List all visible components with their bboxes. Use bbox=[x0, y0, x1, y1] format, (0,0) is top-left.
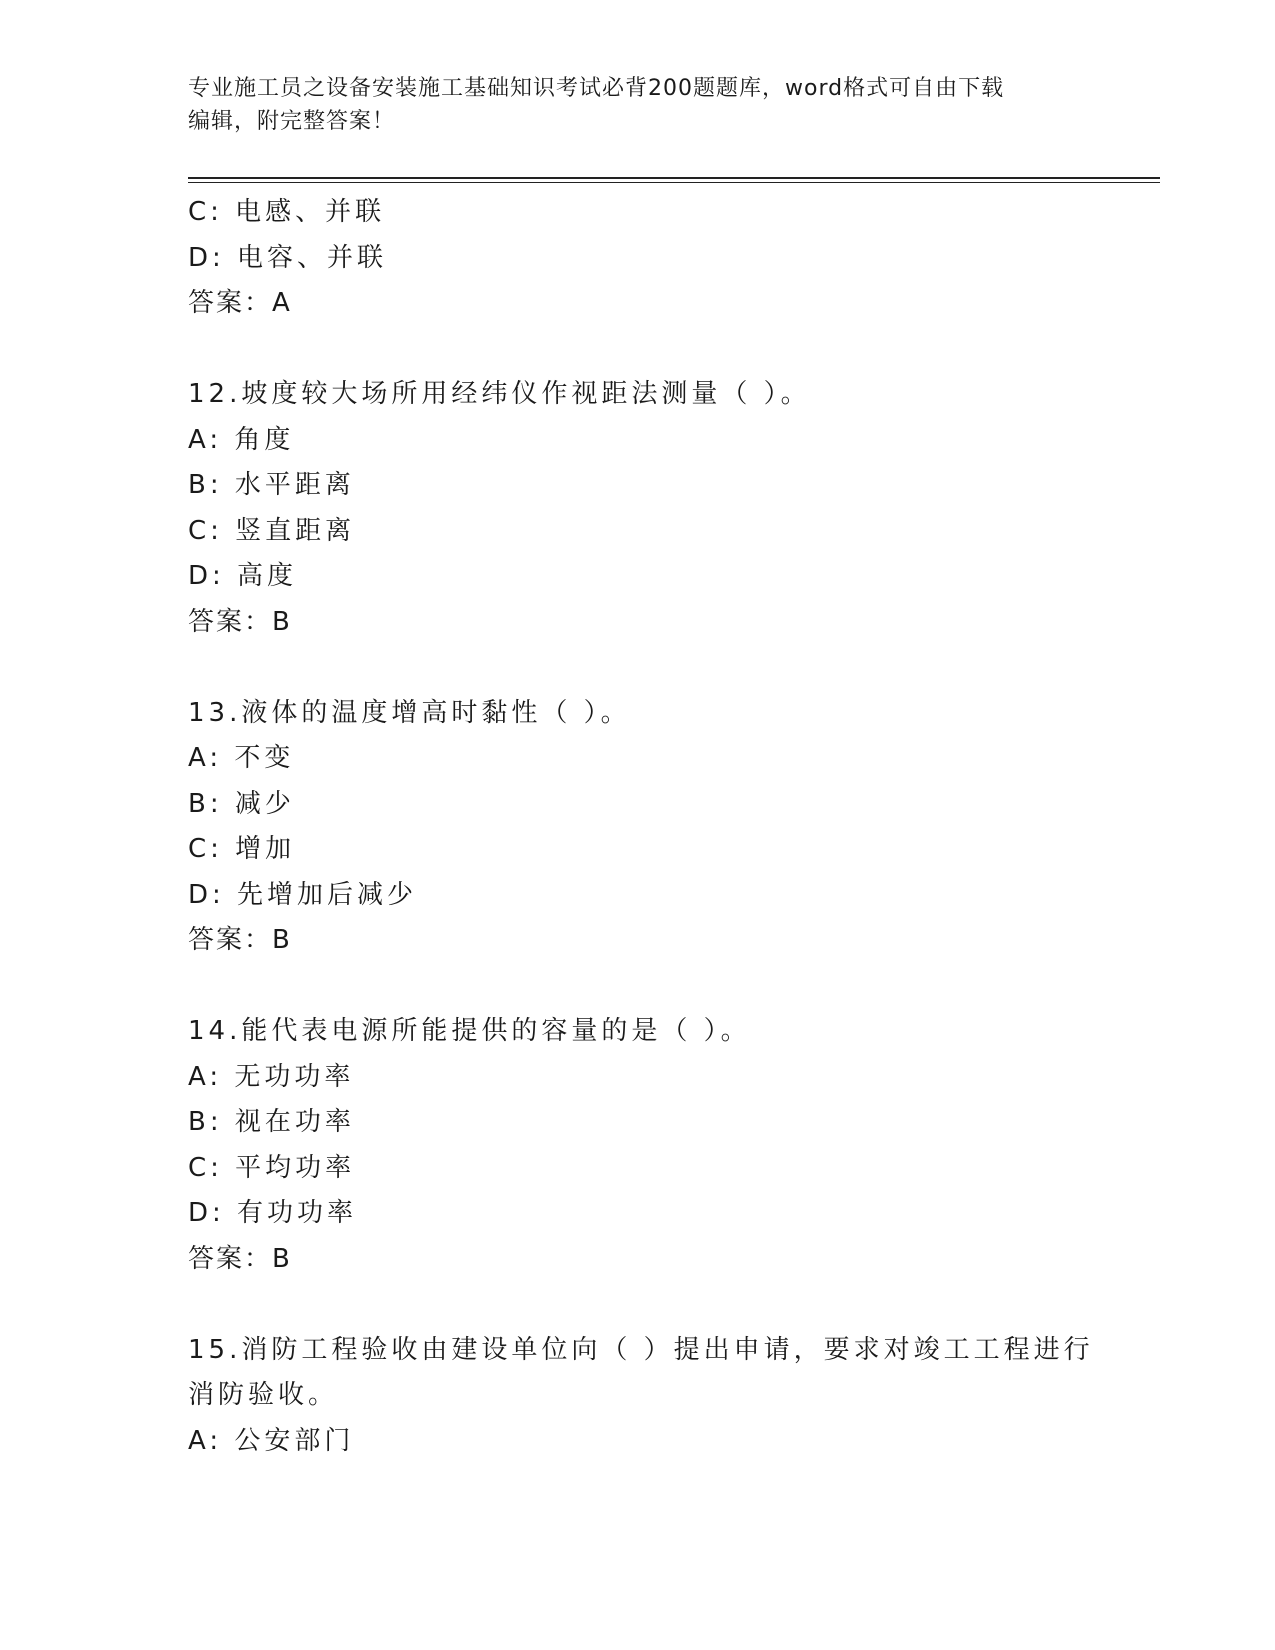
header-divider-thick bbox=[188, 177, 1160, 179]
option-b: B: 视在功率 bbox=[188, 1107, 355, 1137]
option-c: C: 平均功率 bbox=[188, 1152, 356, 1183]
question-12 bbox=[188, 372, 1088, 645]
option-c: C: 电感、并联 bbox=[188, 197, 386, 227]
option-c: C: 增加 bbox=[188, 834, 296, 864]
option-d: D: 先增加后减少 bbox=[188, 879, 418, 910]
spacer bbox=[188, 327, 1088, 373]
option-d: D: 高度 bbox=[188, 561, 298, 591]
question-13 bbox=[188, 691, 1088, 964]
question-15 bbox=[188, 1328, 1094, 1465]
option-d: D: 电容、并联 bbox=[188, 242, 388, 273]
option-b: B: 水平距离 bbox=[188, 470, 355, 500]
header-line-2: 编辑，附完整答案！ bbox=[188, 109, 396, 134]
question-text: 13.液体的温度增高时黏性（ ）。 bbox=[188, 697, 631, 728]
spacer bbox=[188, 964, 1088, 1010]
question-text: 14.能代表电源所能提供的容量的是（ ）。 bbox=[188, 1016, 751, 1046]
option-a: A: 公安部门 bbox=[188, 1425, 355, 1456]
answer: 答案：B bbox=[188, 925, 292, 955]
answer: 答案：B bbox=[188, 606, 292, 637]
header-divider-thin bbox=[188, 182, 1160, 183]
document-header bbox=[188, 72, 1068, 138]
answer: 答案：B bbox=[188, 1243, 292, 1274]
option-d: D: 有功功率 bbox=[188, 1198, 358, 1228]
question-14 bbox=[188, 1009, 1088, 1282]
spacer bbox=[188, 1282, 1088, 1328]
spacer bbox=[188, 645, 1088, 691]
question-11-continued bbox=[188, 190, 1088, 327]
header-line-1: 专业施工员之设备安装施工基础知识考试必背200题题库，word格式可自由下载 bbox=[188, 76, 1005, 101]
question-text: 12.坡度较大场所用经纬仪作视距法测量（ ）。 bbox=[188, 379, 811, 409]
option-b: B: 减少 bbox=[188, 788, 295, 819]
answer: 答案：A bbox=[188, 288, 292, 318]
question-text-line-2: 消防验收。 bbox=[188, 1380, 339, 1410]
option-a: A: 不变 bbox=[188, 743, 295, 773]
option-a: A: 无功功率 bbox=[188, 1061, 355, 1092]
question-list bbox=[188, 190, 1094, 1464]
option-a: A: 角度 bbox=[188, 424, 295, 455]
option-c: C: 竖直距离 bbox=[188, 515, 356, 546]
question-text-line-1: 15.消防工程验收由建设单位向（ ）提出申请，要求对竣工工程进行 bbox=[188, 1334, 1094, 1365]
